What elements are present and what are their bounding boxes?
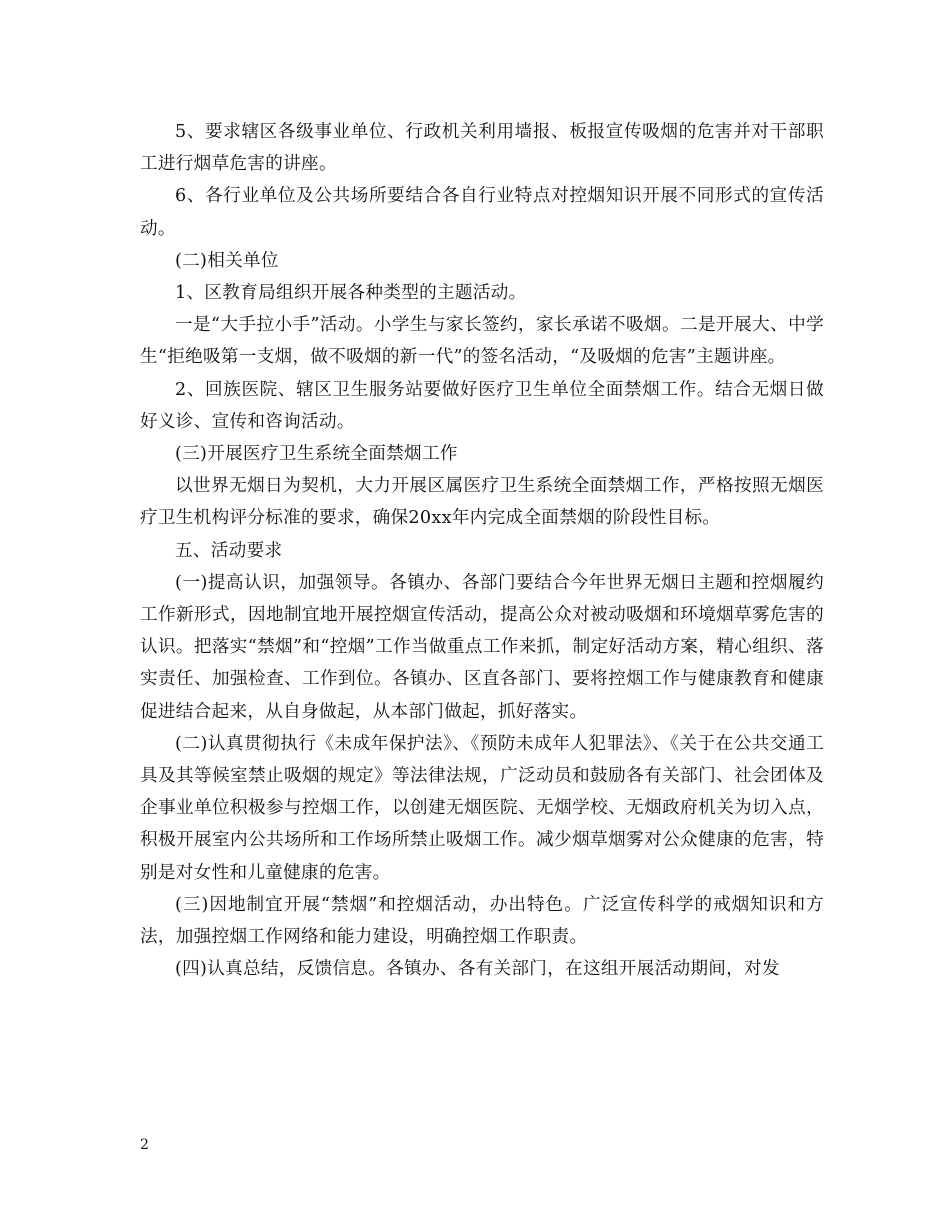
- paragraph-activities: 一是“大手拉小手”活动。小学生与家长签约，家长承诺不吸烟。二是开展大、中学生“拒绝吸第一支烟，做不吸烟的新一代”的签名活动，“及吸烟的危害”主题讲座。: [140, 315, 824, 368]
- paragraph-medical-ban: 以世界无烟日为契机，大力开展区属医疗卫生系统全面禁烟工作，严格按照无烟医疗卫生机构评分标准的要求，确保20xx年内完成全面禁烟的阶段性目标。: [140, 476, 824, 529]
- paragraph-requirement-2: (二)认真贯彻执行《未成年保护法》、《预防未成年人犯罪法》、《关于在公共交通工具及其等候室禁止吸烟的规定》等法律法规，广泛动员和鼓励各有关部门、社会团体及企事业单位积极参与控烟工作，以创建无烟医院、无烟学校、无烟政府机关为切入点，积极开展室内公共场所和工作场所禁止吸烟工作。减少烟草烟雾对公众健康的危害，特别是对女性和儿童健康的危害。: [140, 733, 824, 883]
- paragraph-item-5: 5、要求辖区各级事业单位、行政机关利用墙报、板报宣传吸烟的危害并对干部职工进行烟草危害的讲座。: [140, 122, 824, 175]
- paragraph-item-6: 6、各行业单位及公共场所要结合各自行业特点对控烟知识开展不同形式的宣传活动。: [140, 186, 824, 239]
- section-heading-related-units: (二)相关单位: [175, 250, 279, 271]
- paragraph-item-2: 2、回族医院、辖区卫生服务站要做好医疗卫生单位全面禁烟工作。结合无烟日做好义诊、宣传和咨询活动。: [140, 379, 824, 432]
- paragraph-requirement-1: (一)提高认识，加强领导。各镇办、各部门要结合今年世界无烟日主题和控烟履约工作新形式，因地制宜地开展控烟宣传活动，提高公众对被动吸烟和环境烟草雾危害的认识。把落实“禁烟”和“控烟”工作当做重点工作来抓，制定好活动方案，精心组织、落实责任、加强检查、工作到位。各镇办、区直各部门、要将控烟工作与健康教育和健康促进结合起来，从自身做起，从本部门做起，抓好落实。: [140, 572, 824, 722]
- paragraph-requirement-4: (四)认真总结，反馈信息。各镇办、各有关部门，在这组开展活动期间，对发: [175, 959, 780, 980]
- page-number: 2: [140, 1137, 149, 1153]
- paragraph-item-1: 1、区教育局组织开展各种类型的主题活动。: [175, 283, 527, 304]
- paragraph-requirement-3: (三)因地制宜开展“禁烟”和控烟活动，办出特色。广泛宣传科学的戒烟知识和方法，加强控烟工作网络和能力建设，明确控烟工作职责。: [140, 894, 824, 948]
- document-body: [140, 116, 824, 985]
- section-heading-medical-ban: (三)开展医疗卫生系统全面禁烟工作: [175, 444, 458, 465]
- section-heading-requirements: 五、活动要求: [175, 540, 283, 561]
